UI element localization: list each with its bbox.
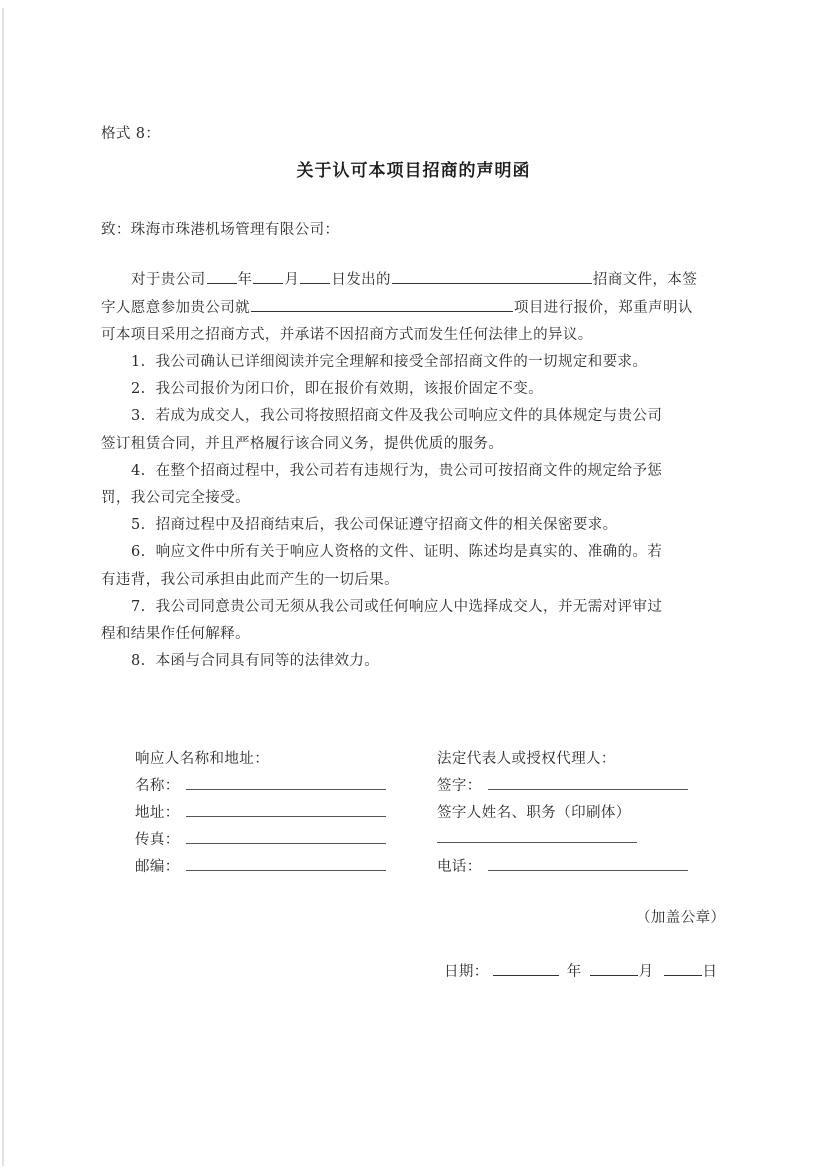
intro-text: 字人愿意参加贵公司就 bbox=[101, 300, 250, 316]
clause-line bbox=[131, 540, 662, 561]
clause-line bbox=[131, 377, 543, 398]
clause-text: 本函与合同具有同等的法律效力。 bbox=[155, 653, 380, 669]
representative-heading: 法定代表人或授权代理人： bbox=[437, 751, 616, 767]
clause-line bbox=[101, 622, 250, 643]
clause-line bbox=[131, 459, 662, 480]
clause-text: 我公司报价为闭口价，即在报价有效期，该报价固定不变。 bbox=[155, 381, 544, 397]
date-year-label: 年 bbox=[566, 964, 582, 980]
fax-input-line[interactable] bbox=[186, 842, 386, 844]
intro-text: 对于贵公司 bbox=[131, 272, 206, 288]
field-label: 传真： bbox=[135, 832, 180, 848]
clause-number: 8. bbox=[131, 653, 146, 669]
phone-input-line[interactable] bbox=[488, 869, 688, 871]
clause-number: 4. bbox=[131, 463, 146, 479]
respondent-fax-field bbox=[135, 828, 386, 849]
clause-number: 7. bbox=[131, 599, 146, 615]
clause-text: 招商过程中及招商结束后，我公司保证遵守招商文件的相关保密要求。 bbox=[155, 517, 618, 533]
clause-line bbox=[131, 649, 379, 670]
signature-field bbox=[437, 774, 688, 795]
phone-field bbox=[437, 855, 688, 876]
seal-note: （加盖公章） bbox=[636, 910, 726, 926]
clause-number: 3. bbox=[131, 408, 146, 424]
respondent-postcode-field bbox=[135, 855, 386, 876]
clause-text: 我公司同意贵公司无须从我公司或任何响应人中选择成交人，并无需对评审过 bbox=[155, 599, 663, 615]
clause-number: 2. bbox=[131, 381, 146, 397]
field-label: 签字： bbox=[437, 778, 482, 794]
project-name-blank[interactable] bbox=[251, 310, 513, 312]
intro-line-2 bbox=[101, 296, 693, 317]
date-day-label: 日 bbox=[702, 964, 718, 980]
clause-text: 我公司确认已详细阅读并完全理解和接受全部招商文件的一切规定和要求。 bbox=[155, 354, 648, 370]
month-blank[interactable] bbox=[253, 282, 283, 284]
field-label: 电话： bbox=[437, 859, 482, 875]
field-label: 邮编： bbox=[135, 859, 180, 875]
intro-year-label: 年 bbox=[237, 272, 253, 288]
clause-line bbox=[101, 486, 250, 507]
clause-line bbox=[101, 568, 399, 589]
clause-text: 程和结果作任何解释。 bbox=[101, 626, 250, 642]
signature-input-line[interactable] bbox=[488, 788, 688, 790]
clause-text: 罚，我公司完全接受。 bbox=[101, 490, 250, 506]
intro-day-label: 日发出的 bbox=[331, 272, 391, 288]
clause-line bbox=[131, 513, 618, 534]
format-label: 格式 8： bbox=[101, 126, 161, 142]
printed-name-label: 签字人姓名、职务（印刷体） bbox=[437, 805, 631, 821]
field-label: 名称： bbox=[135, 778, 180, 794]
respondent-address-field bbox=[135, 801, 386, 822]
clause-text: 在整个招商过程中，我公司若有违规行为，贵公司可按招商文件的规定给予惩 bbox=[155, 463, 663, 479]
clause-number: 5. bbox=[131, 517, 146, 533]
clause-line bbox=[101, 432, 503, 453]
postcode-input-line[interactable] bbox=[186, 869, 386, 871]
clause-number: 1. bbox=[131, 354, 146, 370]
respondent-heading: 响应人名称和地址： bbox=[135, 751, 270, 767]
day-blank[interactable] bbox=[300, 282, 330, 284]
document-title: 关于认可本项目招商的声明函 bbox=[296, 161, 531, 181]
printed-name-input-line[interactable] bbox=[437, 842, 637, 843]
clause-text: 响应文件中所有关于响应人资格的文件、证明、陈述均是真实的、准确的。若 bbox=[155, 544, 663, 560]
clause-line bbox=[131, 404, 662, 425]
date-label: 日期： bbox=[444, 964, 489, 980]
date-year-line[interactable] bbox=[493, 974, 559, 976]
addressee: 致：珠海市珠港机场管理有限公司： bbox=[101, 222, 340, 238]
date-day-line[interactable] bbox=[664, 974, 702, 976]
clause-text: 签订租赁合同，并且严格履行该合同义务，提供优质的服务。 bbox=[101, 436, 504, 452]
date-month-label: 月 bbox=[638, 964, 654, 980]
intro-line-1 bbox=[131, 268, 697, 289]
field-label: 地址： bbox=[135, 805, 180, 821]
date-field bbox=[444, 960, 717, 981]
clause-line bbox=[131, 350, 647, 371]
date-month-line[interactable] bbox=[590, 974, 638, 976]
page-edge-shadow bbox=[2, 8, 4, 1166]
address-input-line[interactable] bbox=[186, 815, 386, 817]
intro-month-label: 月 bbox=[284, 272, 300, 288]
clause-line bbox=[131, 595, 662, 616]
document-name-blank[interactable] bbox=[392, 282, 592, 284]
year-blank[interactable] bbox=[207, 282, 237, 284]
clause-text: 若成为成交人，我公司将按照招商文件及我公司响应文件的具体规定与贵公司 bbox=[155, 408, 663, 424]
clause-text: 有违背，我公司承担由此而产生的一切后果。 bbox=[101, 572, 399, 588]
name-input-line[interactable] bbox=[186, 788, 386, 790]
clause-number: 6. bbox=[131, 544, 146, 560]
intro-text: 招商文件，本签 bbox=[592, 272, 698, 288]
intro-text: 项目进行报价，郑重声明认 bbox=[514, 300, 693, 316]
respondent-name-field bbox=[135, 774, 386, 795]
intro-line-3: 可本项目采用之招商方式，并承诺不因招商方式而发生任何法律上的异议。 bbox=[101, 327, 593, 343]
